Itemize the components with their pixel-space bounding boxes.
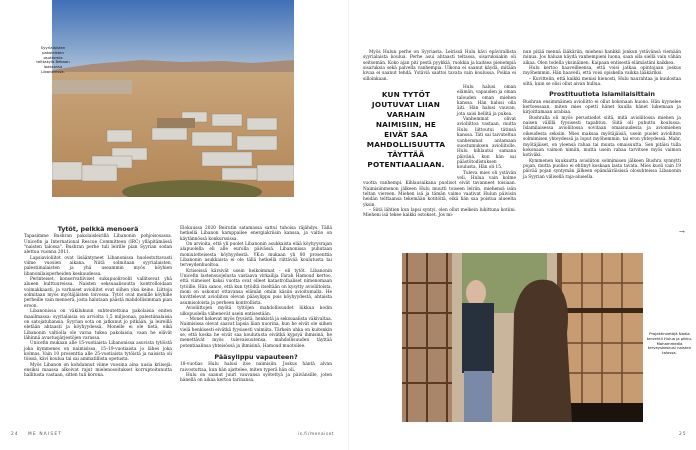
website-url: is.fi/menaiset [298,432,334,437]
paragraph: – Siitä lähtien kun lapsi syntyi, olen ollut melkein lukittuna kotiini. Mieheni isä tekee kaikki ostokset. Jos mi- [363,207,516,219]
photo-caption: Syyrialaisten pakolaisten osuttomia telttakylä Bekaan laaksossa Libanonissa. [36,45,70,74]
paragraph: Kymmenen kuukautta avioliiton solmimisen jälkeen Bushra synnytti pojan, mutta puoliso ei ehtinyt koskaan lasta tavata. Mies kuoli vain 19 päivää pojan syntymän jälkeen epämääräisissä olosuhteissa Libanonin ja Syyrian välisellä raja-alueella. [523,158,681,180]
pull-quote: KUN TYTÖT JOUTUVAT LIIAN VARHAIN NAIMISIIN, HE EIVÄT SAA MAHDOLLISUUTTA TÄYTTÄÄ POTENTIAALIAAN. [366,90,446,170]
paragraph: Myös Libanon on kohdannut viime vuosina aina uusia kriisejä: ensiksi maassa alkoivat rajut mielenosoitukset korruptoitunutta hallitusta vastaan, sitten tuli korona. [24,362,172,379]
paragraph: Tuleva mies oli ystävän veli, Hulua vain kolme vuotta vanhempi. Kihlausaikana puolisot eivät tavanneet toisiaan. Naimisiinmenon jälkeen Hulu muutti toiseen leiriin, miehensä isän teltan viereen. Miehen isä ja tämän vaimo vaativat Hulun päivisin heidän telttaansa tekemään kotitöitä, eikä hän saa poistua alueelta yksin. [363,170,516,208]
paragraph: nun pitää mennä lääkäriin, mieheni hankkii jonkun ystävänsä viemään minua. Jos haluan käydä vanhempieni luona, saan olla siellä vain vähän aikaa. Olen todella yksinäinen. Kaipaan entisestä elämästäni kaikkea. [523,50,681,66]
article-column-1 [24,226,172,379]
paragraph: Myös Hulun perhe on Syyriasta. Leirissä Hulu kävi epävirallista syyrialaista koulua. Perhe asui ahtaasti teltassa, sisaruksiakin oli seitsemän. Koko ajan piti pestä pyykkiä, ruokkia ja kaitsea pienempiä sisaruksia sekä palvella vanhempia. Ulkona ei saanut käydä, mitään kivaa ei saanut tehdä. Ystäviä saattoi tavata vain koulussa. Poikia ei silloinkaan. [363,50,516,82]
paragraph: Elokuussa 2020 Beirutin satamassa sattui tuhoisa räjähdys. Tällä hetkellä Libanon kamppailee energiakriisin kanssa, ja valtio on käytännössä konkurssissa. [180,226,332,242]
paragraph: On arvioita, että yli puolet Libanonin asukkaista elää köyhyysrajan alapuolella eli alle eurolla päivässä. Libanonissa puhutaan moniulotteisesta köyhyydestä. YK:n mukaan yli 80 prosenttia Libanonin asukkaista ei ole tällä hetkellä riittävää koulutusta tai terveydenhuoltoa. [180,242,332,269]
paragraph: Vanhemmat olivat avioliittoa vastaan, mutta Hulu liittoutui tätinsä kanssa. Täti sai taivuteltua vanhemmat antamaan suostumuksen avioliitolle. Hulu kihlautui samana päivänä, kun hän sai päästötodistuksen [457,117,516,165]
arrow-right-icon: → [679,228,685,236]
paragraph: Hulu halusi oman elämän, vapauden ja oman talouden oman miehen kanssa. Hän halusi olla äiti. Hän halusi vauvan, jota saisi hellitä ja pukea. [457,85,516,117]
paragraph: Avioliittojen myötä tyttöjen mahdollisuudet liikkua kodin ulkopuolella vähenevät usein entisestään. [180,306,332,317]
magazine-name: ME NAISET [28,432,63,437]
article-column-2 [523,50,681,180]
paragraph: – Kuvittelin, että kaikki menisi hienosti, Hulu naurahtaa ja kuulostaa siltä, kuin se olisi ollut aivan hullua. [523,76,681,88]
photo-caption: Projektinvetäjä Nadia tervehtii Hulua ja pikku-Mohammedia terveyskeskusi naisten talossa. [646,331,693,356]
section-heading: Prostituutiota islamilaisittain [549,90,655,99]
section-heading: Pääsylippu vapauteen? [214,352,298,361]
doorway-photo [402,253,643,422]
page-number: 25 [679,432,687,437]
paragraph: Bushran ensimmäinen avioliitto ei ollut kokonaan huono. Hän kyynelee kertoessaan, miten mies opetti hänet kuulla hänet lukemaan ja kirjoittamaan arabiaa. [523,99,681,116]
paragraph: – Monet kokevat myös fyysistä, henkistä ja seksuaalista väkivaltaa. Naimisissa olevat saavat lapsia liian nuorina, kun he eivät ole siihen vielä henkisesti eivätkä fyysisesti valmiita. Tärkein uhka on kuitenkin se, että koska he eivät saa koulutusta eivätkä kypsyä ihmisinä, he menettävät myös tulevaisuutensa, mahdollisuuden täyttää potentiaalinsa yhteisössä ja ihmisinä, Hamoud muotoilee. [180,316,333,349]
paragraph: Unicefin mukaan alle 15-vuotiaista Libanonissa asuvista tytöistä joka kymmenes on naimisissa, 15–19-vuotiaista jo lähes joka kolmas. Vain 10 prosenttia alle 25-vuotiaista tytöistä ja naisista oli töissä, kävi koulua tai sai ammatillista opetusta. [24,341,172,363]
paragraph: Hulu on saanut juuri vauvansa syötettyä ja päivänsille, joten hänellä on aikaa kertoa tarinansa. [180,372,332,384]
paragraph: Libanonissa on väkilukuun suhteutettuna pakolaisia eniten maailmassa: syyrialaisia on arviolta 1,5 miljoonaa, palestiinalaisia on satojatuhansia. Syyrian sota on jatkunut jo pitkään, ja leireillä eletään ahtaasti ja köyhyydessä. Monelle ei ole tietä, eikä Libanonin valtiolla ole varaa tukea pakolaisia, vaan he elävät lähinnä avustusjärjestöjen varassa. [24,309,172,341]
page-number: 24 [11,432,19,437]
paragraph: Tapasimme Bushran pakolaisleirillä Libanonin pohjoisosassa. Unicefin ja International Rescue Committeen (IRC) ylläpitämässä "naisten talossa". Bushran perhe tuli leirille pian Syyrian sodan alettua vuonna 2011. [24,234,172,256]
paragraph: 18-vuotias Hulu halusi itse naimisiin. Joskus häntä alvan raivostuttaa, kun hän ajattelee, miten typerä hän oli. [180,362,332,373]
paragraph: Hulu kertoo haaveilleensa, että voisi jatkaa opintojaan joskus myöhemmin. Hän haaveili, että voisi opiskella vaikka lääkäriksi. [523,66,681,77]
right-page [348,0,696,450]
paragraph: Kriiseissä kärsivät usein heikoimmat – eli tytöt. Libanonin Unicefin lastensuojelusta vastaava virkailija Farah Hamoud kertoo, että viimeiset kaksi vuotta ovat olleet katastrofaaliset nimenomaan tytöille. Hän sanoo, että kun tytöiltä itseltään on kysytty avioliitoista, moni on uskonut ottavansa elämän omiin käsiin avioitumalla. He kuvittelevat avioliiton olevan pääsylippu pois köyhyydestä, ahtaista asumisoloista ja perheen kontrollista. [180,268,332,306]
article-column-1 [363,50,516,219]
section-heading: Tytöt, pelkkä menoerä [57,225,139,233]
paragraph: Perinteiset, konservatiiviset sukupuoliroolit vallitsevat yhä alueen kulttuureissa. Naisten seksuaalisuutta kontrolloidaan voimakkaasti, ja varhaiset avioliitot ovat siihen yksi keino. Liittoja solmitaan myös myötäjäisten toivossa. Tytöt ovat monille köyhille perheille vain menoerä, josta halutaan päästä mahdollisimman pian eroon. [24,277,172,309]
paragraph: Lapsiavioliitot ovat lisääntyneet Libanonissa huolestuttavasti viime vuosien aikana. Niitä solmitaan syyrialaisten, palestiinalaisten ja yhä useammin myös köyhien libanonilaisperheiden keskuudessa. [24,255,172,277]
paragraph: koulusta. Hän oli 15. [457,165,503,171]
article-column-2 [180,226,332,384]
refugee-camp-photo [52,0,294,197]
paragraph: Bushralla oli myös perustiedot siitä, mitä avioliitossa miehen ja naisen välillä fyysisesti tapahtuu. Siitä oli puhuttu koulussa. Islamilaisessa avioliitossa sovitaan omaisuudesta ja aviomiehen oikeudesta seksiin. Mies maksaa myötäjäisiä, usein puolet avioliiton solmimisen yhteydessä ja loput myöhemmin, tai eron yhteydessä. Mahr, myötäjäiset, on yleensä rahaa tai muuta omaisuutta. Sen pitäisi tulla kokonaan vaimon nimiin, mutta usein rahaa tarvitsee myös vaimon kotiväki. [523,115,681,159]
